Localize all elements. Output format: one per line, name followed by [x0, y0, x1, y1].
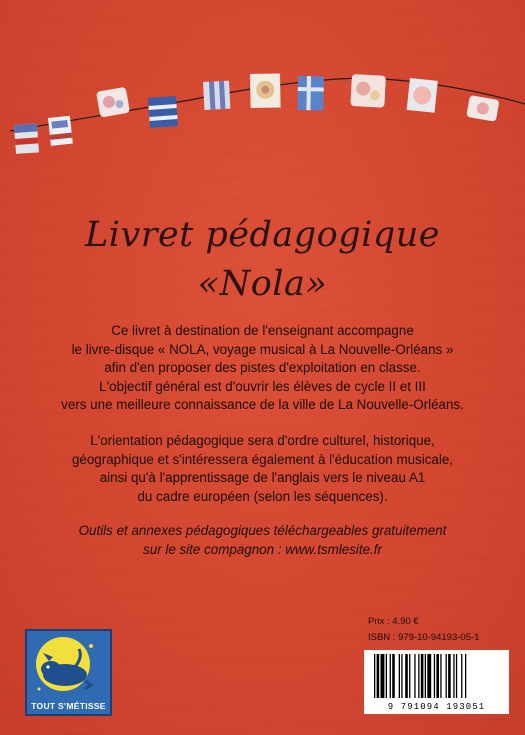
- text-line: L'orientation pédagogique sera d'ordre culturel, historique,: [90, 433, 435, 448]
- barcode-bar: [436, 654, 439, 698]
- text-line: afin d'en proposer des pistes d'exploitation en classe.: [104, 360, 421, 375]
- barcode-bars: [364, 650, 509, 702]
- barcode-bar: [446, 654, 447, 698]
- bunting-flag: [350, 74, 386, 108]
- barcode-digits: 9 791094 193051: [387, 702, 486, 712]
- barcode-bar: [427, 654, 431, 698]
- bunting-flag: [148, 96, 178, 128]
- barcode-bar: [377, 654, 380, 698]
- barcode-bar: [418, 654, 419, 698]
- text-line: le livre-disque « NOLA, voyage musical à La Nouvelle-Orléans »: [71, 341, 454, 357]
- intro-paragraph: [0, 322, 525, 415]
- bunting-flag: [203, 81, 230, 110]
- barcode-bar: [456, 654, 457, 698]
- barcode-bar: [425, 654, 426, 698]
- bunting-flag: [407, 78, 438, 113]
- barcode-bar: [392, 654, 395, 698]
- text-line: du cadre européen (selon les séquences).: [137, 488, 388, 504]
- page-title: Livret pédagogique: [85, 215, 440, 255]
- barcode-bar: [421, 654, 424, 698]
- bunting-flag: [297, 76, 324, 110]
- barcode-bar: [399, 654, 400, 698]
- logo-text: TOUT S'MÉTISSE: [31, 701, 106, 711]
- barcode-bar: [440, 654, 441, 698]
- barcode: [364, 650, 509, 714]
- bunting-flag: [466, 95, 499, 122]
- text-line: Outils et annexes pédagogiques téléchargeables gratuitement: [78, 523, 447, 538]
- text-line: vers une meilleure connaissance de la ville de La Nouvelle-Orléans.: [61, 397, 464, 412]
- text-line: géographique et s'intéressera également à l'éducation musicale,: [71, 451, 454, 467]
- bunting-flag: [48, 116, 73, 146]
- barcode-bar: [434, 654, 435, 698]
- orientation-paragraph: [0, 432, 525, 506]
- barcode-bar: [390, 654, 391, 698]
- bunting-garland: [0, 0, 525, 175]
- barcode-bar: [453, 654, 454, 698]
- barcode-bar: [414, 654, 415, 698]
- page-subtitle: «Nola»: [197, 264, 328, 304]
- barcode-bar: [401, 654, 402, 698]
- isbn-label: ISBN : 979-10-94193-05-1: [368, 632, 480, 643]
- barcode-bar: [465, 654, 466, 698]
- barcode-bar: [461, 654, 462, 698]
- resources-paragraph: [0, 522, 525, 559]
- barcode-bar: [374, 654, 375, 698]
- text-line: ainsi qu'à l'apprentissage de l'anglais vers le niveau A1: [99, 470, 426, 485]
- barcode-bar: [386, 654, 387, 698]
- barcode-bar: [409, 654, 410, 698]
- price-label: Prix : 4.90 €: [368, 616, 419, 627]
- bunting-flag: [96, 87, 130, 118]
- barcode-bar: [448, 654, 451, 698]
- barcode-bar: [405, 654, 408, 698]
- bunting-flag: [14, 123, 39, 154]
- publisher-logo: [25, 629, 112, 716]
- text-line: sur le site compagnon : www.tsmlesite.fr: [143, 541, 382, 557]
- bunting-flag: [250, 73, 281, 108]
- text-line: L'objectif général est d'ouvrir les élèves de cycle II et III: [99, 378, 426, 394]
- barcode-bar: [381, 654, 385, 698]
- text-line: Ce livret à destination de l'enseignant accompagne: [111, 323, 414, 338]
